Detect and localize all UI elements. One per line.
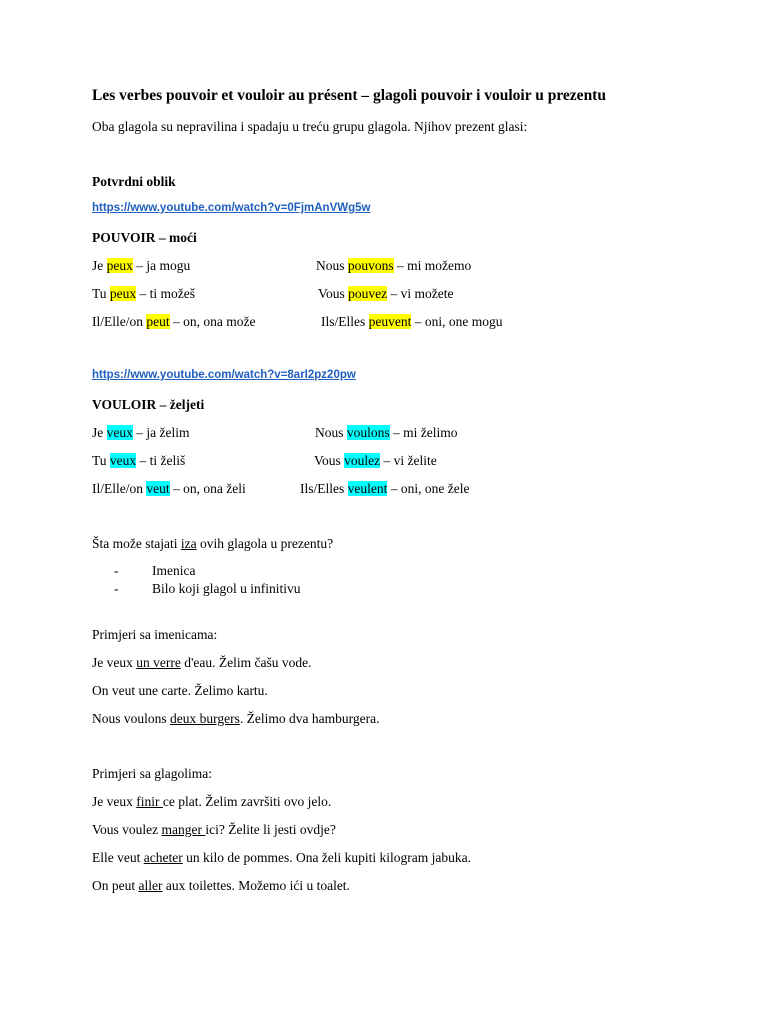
question-text: ovih glagola u prezentu?	[196, 536, 334, 551]
pronoun: Je	[92, 258, 107, 273]
conjugation-row	[92, 286, 195, 302]
conjugation-row	[318, 286, 453, 302]
translation: – mi možemo	[393, 258, 472, 273]
pouvoir-heading: POUVOIR – moći	[92, 230, 197, 245]
example-text: ce plat. Želim završiti ovo jelo.	[162, 794, 332, 809]
bullet-dash: -	[114, 563, 119, 578]
translation: – on, ona želi	[169, 481, 246, 496]
nouns-heading: Primjeri sa imenicama:	[92, 627, 218, 642]
example-text: On peut	[92, 878, 139, 893]
conjugation-row	[321, 314, 503, 330]
highlighted-verb-form: veux	[109, 453, 137, 468]
highlighted-verb-form: peut	[146, 314, 170, 329]
document-title: Les verbes pouvoir et vouloir au présent – glagoli pouvoir i vouloir u prezentu	[92, 87, 606, 104]
highlighted-verb-form: voulez	[344, 453, 381, 468]
list-item-text: Imenica	[152, 563, 196, 578]
vouloir-video-link[interactable]: https://www.youtube.com/watch?v=8arI2pz20pw	[92, 369, 356, 381]
example-text: Je veux	[92, 655, 137, 670]
example-text: Elle veut	[92, 850, 144, 865]
translation: – oni, one mogu	[411, 314, 503, 329]
highlighted-verb-form: peux	[109, 286, 137, 301]
example-text: un kilo de pommes. Ona želi kupiti kilogram jabuka.	[182, 850, 472, 865]
conjugation-row	[92, 453, 185, 469]
pronoun: Tu	[92, 286, 110, 301]
example-text: aux toilettes. Možemo ići u toalet.	[162, 878, 350, 893]
pronoun: Nous	[315, 425, 347, 440]
highlighted-verb-form: veut	[146, 481, 170, 496]
translation: – vi možete	[387, 286, 454, 301]
list-item-text: Bilo koji glagol u infinitivu	[152, 581, 301, 596]
translation: – ti možeš	[136, 286, 196, 301]
pronoun: Il/Elle/on	[92, 314, 147, 329]
pronoun: Ils/Elles	[321, 314, 369, 329]
pronoun: Ils/Elles	[300, 481, 348, 496]
conjugation-row	[92, 314, 255, 330]
conjugation-row	[316, 258, 471, 274]
conjugation-row	[92, 481, 246, 497]
vouloir-heading: VOULOIR – željeti	[92, 397, 205, 412]
example-text: ici? Želite li jesti ovdje?	[205, 822, 336, 837]
section-heading: Potvrdni oblik	[92, 174, 176, 189]
pronoun: Il/Elle/on	[92, 481, 147, 496]
conjugation-row	[92, 258, 190, 274]
example-sentence	[92, 655, 312, 671]
highlighted-verb-form: pouvons	[347, 258, 394, 273]
highlighted-verb-form: veux	[106, 425, 133, 440]
conjugation-row	[315, 425, 458, 441]
translation: – oni, one žele	[387, 481, 470, 496]
verbs-heading: Primjeri sa glagolima:	[92, 766, 212, 781]
pronoun: Vous	[314, 453, 345, 468]
highlighted-verb-form: peux	[106, 258, 133, 273]
translation: – ti želiš	[136, 453, 186, 468]
question-text: Šta može stajati	[92, 536, 181, 551]
conjugation-row	[92, 425, 189, 441]
pouvoir-video-link[interactable]: https://www.youtube.com/watch?v=0FjmAnVWg5w	[92, 202, 371, 214]
underlined-word: finir	[136, 794, 163, 809]
example-text: . Želimo dva hamburgera.	[239, 711, 380, 726]
translation: – ja mogu	[132, 258, 191, 273]
question-line	[92, 536, 333, 552]
underlined-word: iza	[180, 536, 197, 551]
translation: – mi želimo	[389, 425, 458, 440]
bullet-dash: -	[114, 581, 119, 596]
example-sentence	[92, 850, 471, 866]
example-sentence	[92, 794, 331, 810]
underlined-word: manger	[161, 822, 206, 837]
example-sentence	[92, 683, 268, 699]
translation: – on, ona može	[169, 314, 256, 329]
highlighted-verb-form: veulent	[347, 481, 388, 496]
example-text: Nous voulons	[92, 711, 171, 726]
translation: – vi želite	[380, 453, 437, 468]
pronoun: Je	[92, 425, 107, 440]
example-sentence	[92, 822, 336, 838]
conjugation-row	[300, 481, 469, 497]
highlighted-verb-form: pouvez	[348, 286, 388, 301]
example-text: Vous voulez	[92, 822, 162, 837]
highlighted-verb-form: peuvent	[368, 314, 412, 329]
underlined-word: acheter	[143, 850, 183, 865]
underlined-word: aller	[138, 878, 163, 893]
translation: – ja želim	[132, 425, 190, 440]
pronoun: Tu	[92, 453, 110, 468]
intro-paragraph: Oba glagola su nepravilina i spadaju u treću grupu glagola. Njihov prezent glasi:	[92, 119, 528, 134]
example-text: d'eau. Želim čašu vode.	[180, 655, 312, 670]
example-text: On veut une carte. Želimo kartu.	[92, 683, 268, 698]
example-sentence	[92, 711, 379, 727]
pronoun: Vous	[318, 286, 349, 301]
list-item	[114, 563, 195, 579]
example-sentence	[92, 878, 350, 894]
highlighted-verb-form: voulons	[346, 425, 390, 440]
underlined-word: deux burgers	[170, 711, 240, 726]
pronoun: Nous	[316, 258, 348, 273]
list-item	[114, 581, 301, 597]
underlined-word: un verre	[136, 655, 181, 670]
example-text: Je veux	[92, 794, 137, 809]
conjugation-row	[314, 453, 437, 469]
